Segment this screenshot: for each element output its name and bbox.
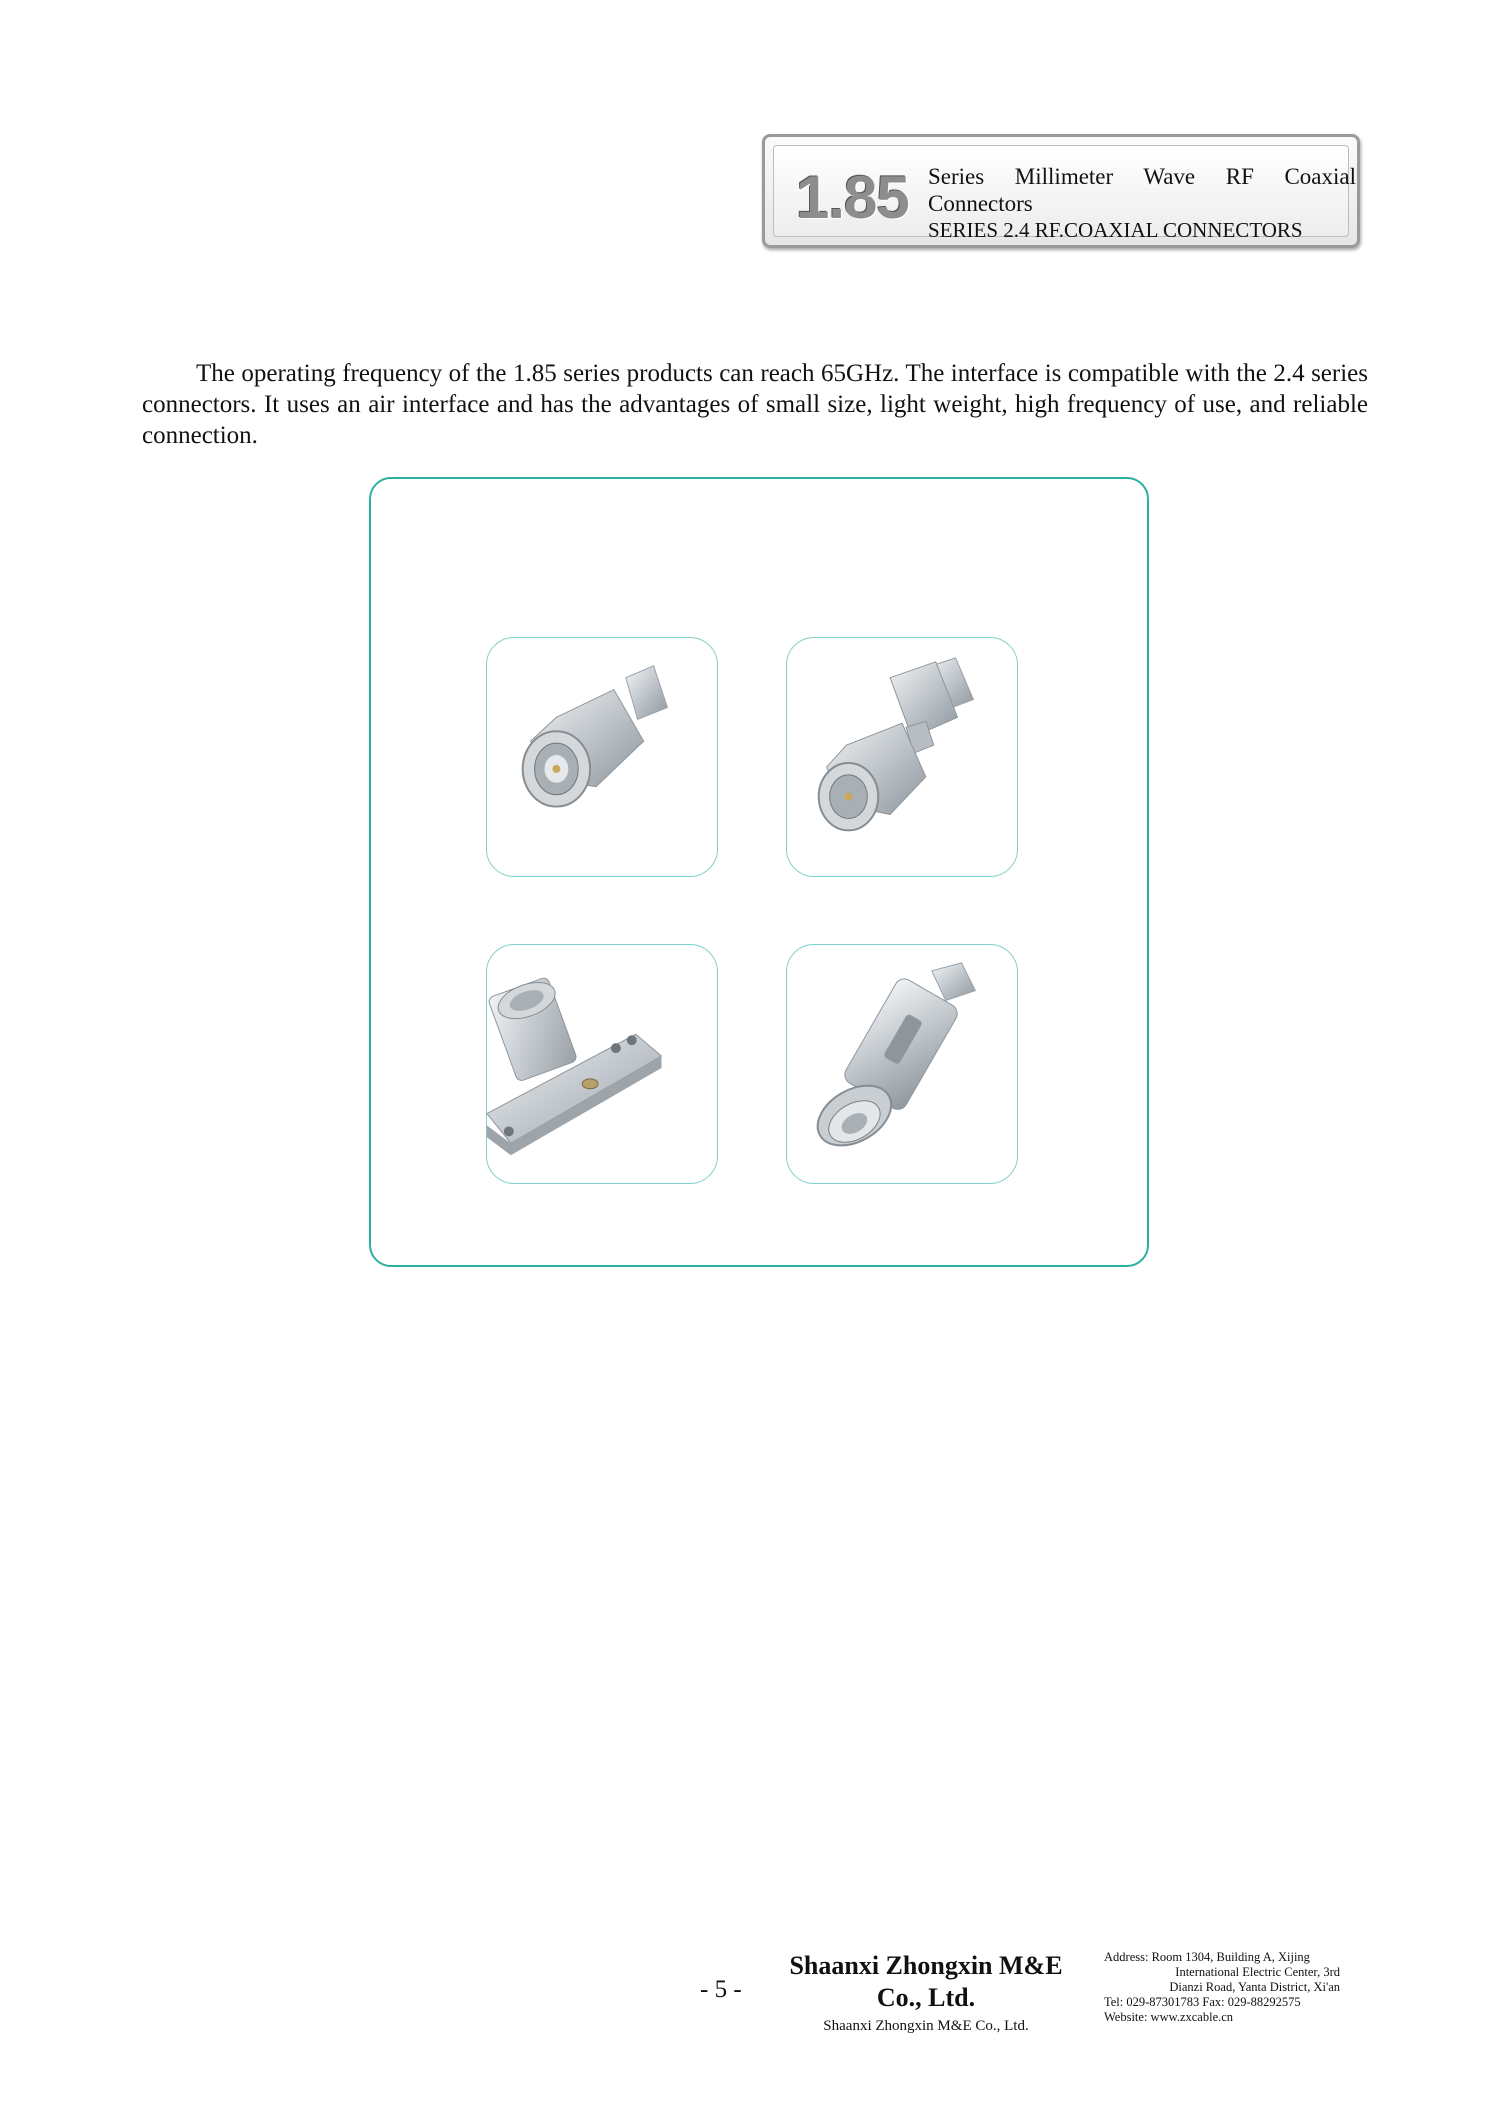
female-connector-image [786,944,1018,1184]
company-name-line2: Co., Ltd. [876,1983,976,2012]
company-block [778,1950,1074,2036]
phone-fax-line: Tel: 029-87301783 Fax: 029-88292575 [1104,1995,1301,2009]
intro-paragraph: The operating frequency of the 1.85 series products can reach 65GHz. The interface is compatible with the 2.4 series connectors. It uses an air interface and has the advantages of small size, light weight, high frequency of use, and reliable connection. [142,360,1368,449]
series-header-inner [773,145,1356,242]
address-line: Address: Room 1304, Building A, Xijing [1104,1950,1310,1964]
page-number: - 5 - [700,1976,742,2003]
flange-jack-image [486,944,718,1184]
company-name-line1: Shaanxi Zhongxin M&E [789,1951,1063,1980]
address-line: International Electric Center, 3rd [1175,1965,1340,1979]
header-subtitle: SERIES 2.4 RF.COAXIAL CONNECTORS [928,218,1303,242]
series-header-badge [762,134,1360,248]
male-connector-image [486,637,718,877]
address-block [1104,1950,1340,2025]
address-line: Dianzi Road, Yanta District, Xi'an [1169,1980,1340,1994]
adapter-image [786,637,1018,877]
header-title-line2: Connectors [928,191,1033,216]
series-number: 1.85 [796,164,909,231]
website-line: Website: www.zxcable.cn [1104,2010,1234,2024]
company-name-sub: Shaanxi Zhongxin M&E Co., Ltd. [823,2018,1029,2034]
header-title-line1: Series Millimeter Wave RF Coaxial [928,164,1356,189]
